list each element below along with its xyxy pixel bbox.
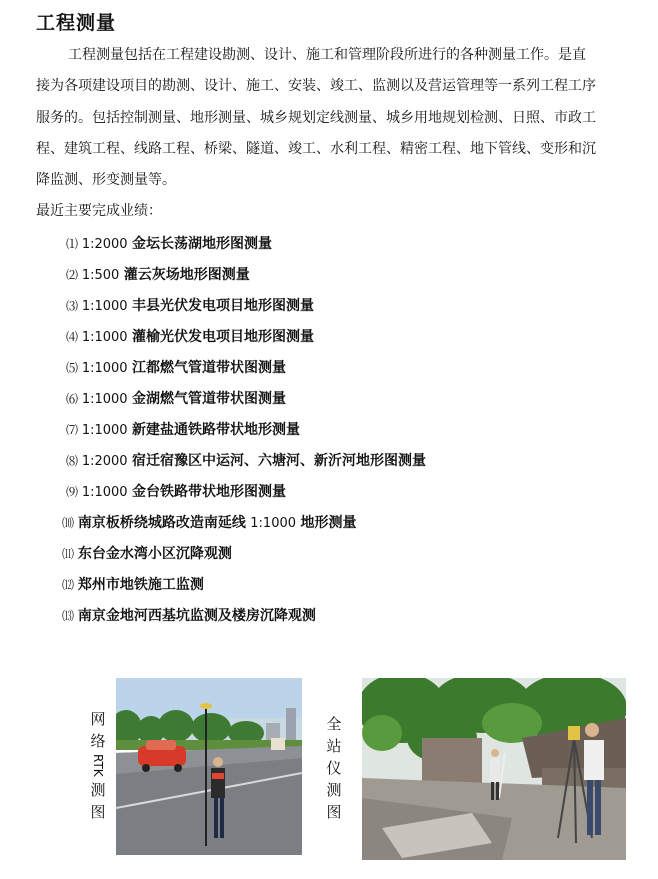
list-item	[66, 233, 272, 253]
caption-char: 仪	[326, 759, 342, 777]
item-number: ⑶	[66, 299, 82, 313]
item-scale: 1:1000	[81, 330, 128, 345]
list-item	[66, 388, 286, 408]
caption-char: 测	[326, 781, 342, 799]
rtk-survey-photo	[116, 678, 302, 855]
item-text: 金湖燃气管道带状图测量	[132, 391, 287, 407]
item-text: 新建盐通铁路带状地形测量	[132, 422, 301, 438]
item-scale: 1:1000	[81, 361, 128, 376]
list-item	[66, 295, 314, 315]
item-scale: 1:2000	[81, 454, 128, 469]
item-text: 南京金地河西基坑监测及楼房沉降观测	[77, 608, 316, 624]
item-scale: 1:1000	[81, 392, 128, 407]
item-number: ⑻	[66, 454, 82, 468]
item-number: ⑾	[62, 547, 78, 561]
item-scale: 1:1000	[81, 485, 128, 500]
item-text: 丰县光伏发电项目地形图测量	[132, 298, 315, 314]
item-number: ⑵	[66, 268, 82, 282]
item-text: 灌云灰场地形图测量	[123, 267, 250, 283]
page-title: 工程测量	[36, 12, 117, 34]
item-text: 东台金水湾小区沉降观测	[77, 546, 232, 562]
item-scale: 1:2000	[81, 237, 128, 252]
item-scale: 1:1000	[250, 516, 297, 531]
item-text: 金台铁路带状地形图测量	[132, 484, 287, 500]
item-number: ⑹	[66, 392, 82, 406]
caption-char: RTK	[91, 754, 105, 777]
caption-char: 图	[90, 802, 106, 821]
rtk-caption	[88, 708, 108, 823]
caption-char: 图	[326, 803, 342, 821]
item-number: ⑺	[66, 423, 82, 437]
list-item	[62, 605, 316, 625]
total-station-caption	[324, 713, 344, 823]
item-text: 地形测量	[300, 515, 357, 531]
item-number: ⑴	[66, 237, 82, 251]
item-number: ⑷	[66, 330, 82, 344]
list-item	[66, 450, 426, 470]
item-number: ⑸	[66, 361, 82, 375]
item-text: 灌榆光伏发电项目地形图测量	[132, 329, 315, 345]
recent-label: 最近主要完成业绩：	[36, 203, 162, 219]
item-text: 金坛长荡湖地形图测量	[132, 236, 273, 252]
list-item	[62, 574, 204, 594]
caption-char: 网	[90, 710, 106, 728]
list-item	[66, 264, 250, 284]
intro-text: 工程测量包括在工程建设勘测、设计、施工和管理阶段所进行的各种测量工作。是直接为各项建设项目的勘测、设计、施工、安装、竣工、监测以及营运管理等一系列工程工序服务的。包括控制测量、地形测量、城乡规划定线测量、城乡用地规划检测、日照、市政工程、建筑工程、线路工程、桥梁、隧道、竣工、水利工程、精密工程、地下管线、变形和沉降监测、形变测量等。	[36, 47, 596, 189]
list-item	[66, 326, 314, 346]
list-item	[66, 357, 286, 377]
item-scale: 1:1000	[81, 423, 128, 438]
item-text-prefix: 南京板桥绕城路改造南延线	[77, 515, 246, 531]
list-item	[66, 481, 286, 501]
list-item	[62, 543, 232, 563]
list-item	[62, 512, 356, 532]
item-text: 江都燃气管道带状图测量	[132, 360, 287, 376]
list-item	[66, 419, 300, 439]
item-number: ⒀	[62, 609, 78, 623]
item-number: ⑽	[62, 516, 78, 530]
caption-char: 络	[90, 732, 106, 750]
item-text: 宿迁宿豫区中运河、六塘河、新沂河地形图测量	[132, 453, 427, 469]
caption-char: 测	[90, 780, 106, 799]
item-scale: 1:1000	[81, 299, 128, 314]
item-number: ⑿	[62, 578, 78, 592]
caption-char: 站	[326, 737, 342, 755]
item-number: ⑼	[66, 485, 82, 499]
intro-paragraph	[36, 40, 596, 196]
total-station-photo	[362, 678, 626, 860]
item-scale: 1:500	[81, 268, 120, 283]
item-text: 郑州市地铁施工监测	[77, 577, 204, 593]
caption-char: 全	[326, 715, 342, 733]
